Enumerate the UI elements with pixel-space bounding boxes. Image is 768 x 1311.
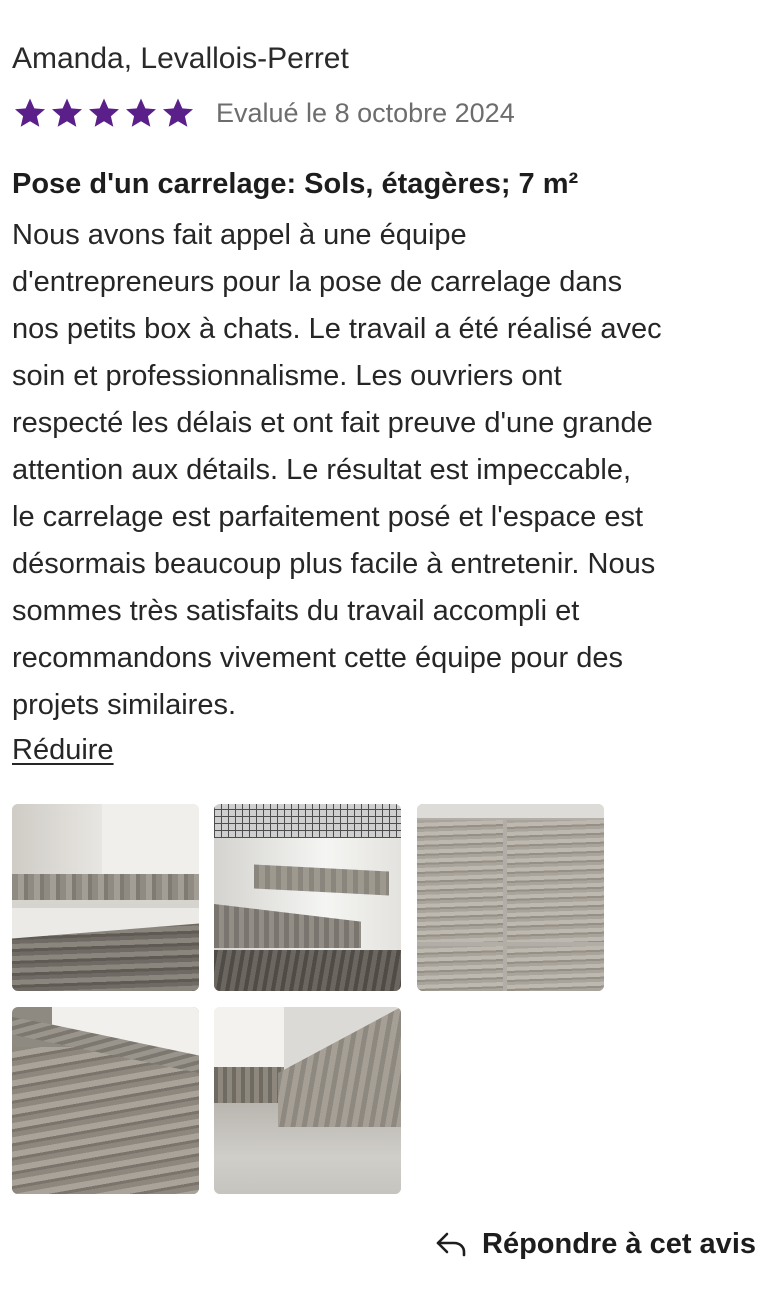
review-body-line: désormais beaucoup plus facile à entretenir. Nous (12, 548, 656, 580)
star-rating (12, 95, 196, 131)
review-body-line: projets similaires. (12, 689, 236, 721)
review-body-line: le carrelage est parfaitement posé et l'espace est (12, 501, 644, 533)
review-photo-3[interactable] (417, 804, 604, 991)
review-title: Pose d'un carrelage: Sols, étagères; 7 m² (12, 168, 579, 200)
review-body-line: attention aux détails. Le résultat est impeccable, (12, 454, 632, 486)
review-photo-1[interactable] (12, 804, 199, 991)
review-photo-2[interactable] (214, 804, 401, 991)
reply-label: Répondre à cet avis (482, 1228, 756, 1260)
review-body-line: Nous avons fait appel à une équipe (12, 219, 467, 251)
review-body-line: soin et professionnalisme. Les ouvriers ont (12, 360, 562, 392)
review-body-line: recommandons vivement cette équipe pour des (12, 642, 623, 674)
star-icon (123, 95, 159, 131)
review-body (12, 212, 760, 729)
review-body-line: d'entrepreneurs pour la pose de carrelage dans (12, 266, 623, 298)
collapse-review-link[interactable]: Réduire (12, 734, 114, 766)
review-date: Evalué le 8 octobre 2024 (216, 97, 515, 128)
review-body-line: sommes très satisfaits du travail accompli et (12, 595, 580, 627)
review-author: Amanda, Levallois-Perret (12, 42, 349, 75)
rating-row (12, 93, 515, 133)
review-photo-4[interactable] (12, 1007, 199, 1194)
star-icon (160, 95, 196, 131)
star-icon (86, 95, 122, 131)
review-body-line: respecté les délais et ont fait preuve d'une grande (12, 407, 653, 439)
star-icon (49, 95, 85, 131)
review-body-line: nos petits box à chats. Le travail a été réalisé avec (12, 313, 662, 345)
star-icon (12, 95, 48, 131)
reply-button[interactable] (434, 1228, 756, 1261)
review-photo-5[interactable] (214, 1007, 401, 1194)
reply-arrow-icon (434, 1230, 468, 1260)
